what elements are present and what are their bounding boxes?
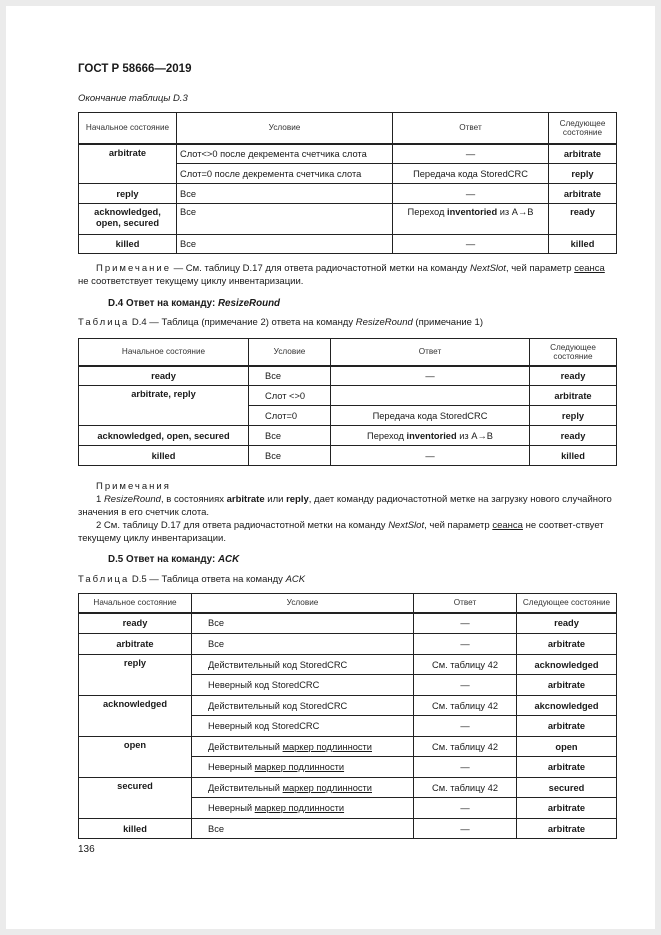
header-next-state: Следующее состояние <box>549 113 617 144</box>
table-cell-next-state: acknowledged <box>517 655 617 675</box>
table-cell-state: ready <box>79 613 192 634</box>
table-cell-response: — <box>414 798 517 819</box>
table-cell-response: Переход inventoried из A→B <box>393 204 549 235</box>
table-cell-next-state: open <box>517 737 617 757</box>
table-cell-state: acknowledged, open, secured <box>79 204 177 235</box>
table-cell-state: arbitrate <box>79 144 177 184</box>
table-cell-condition: Все <box>192 613 414 634</box>
table-cell-condition: Слот<>0 после декремента счетчика слота <box>177 144 393 164</box>
header-condition: Условие <box>249 339 331 366</box>
table-cell-next-state: secured <box>517 778 617 798</box>
header-initial-state: Начальное состояние <box>79 113 177 144</box>
table-cell-condition: Действительный код StoredCRC <box>192 696 414 716</box>
table-cell-condition: Неверный код StoredCRC <box>192 716 414 737</box>
table-cell-response: — <box>414 613 517 634</box>
section-heading-d5: D.5 Ответ на команду: ACK <box>108 554 240 565</box>
table-cell-response: См. таблицу 42 <box>414 655 517 675</box>
table-d3 <box>78 112 617 254</box>
table-cell-response: — <box>331 446 530 466</box>
notes-d4-label: Примечания <box>96 481 171 492</box>
table-cell-response: — <box>393 235 549 254</box>
table-cell-response: См. таблицу 42 <box>414 696 517 716</box>
table-cell-response <box>331 386 530 406</box>
table-cell-state: killed <box>79 446 249 466</box>
section-heading-d4: D.4 Ответ на команду: ResizeRound <box>108 298 281 309</box>
table-cell-condition: Все <box>249 366 331 386</box>
table-cell-response: — <box>414 819 517 839</box>
table-cell-next-state: ready <box>530 426 617 446</box>
table-cell-next-state: ready <box>517 613 617 634</box>
table-cell-condition: Все <box>177 235 393 254</box>
table-cell-condition: Неверный код StoredCRC <box>192 675 414 696</box>
table-cell-condition: Действительный маркер подлинности <box>192 737 414 757</box>
table-cell-state: arbitrate, reply <box>79 386 249 426</box>
header-initial-state: Начальное состояние <box>79 339 249 366</box>
table-cell-next-state: arbitrate <box>549 184 617 204</box>
table-cell-state: killed <box>79 819 192 839</box>
document-header: ГОСТ Р 58666—2019 <box>78 63 192 75</box>
table-cell-state: acknowledged, open, secured <box>79 426 249 446</box>
header-next-state: Следующее состояние <box>517 594 617 613</box>
table-cell-next-state: ready <box>549 204 617 235</box>
page-number: 136 <box>78 844 95 855</box>
table-cell-state: arbitrate <box>79 634 192 655</box>
table-cell-next-state: arbitrate <box>517 798 617 819</box>
note-d4-1: 1 ResizeRound, в состояниях arbitrate или reply, дает команду радиочастотной метке на загрузку нового случайного значения в его счетчик слота. <box>78 494 612 518</box>
table-cell-response: См. таблицу 42 <box>414 737 517 757</box>
header-condition: Условие <box>192 594 414 613</box>
table-cell-next-state: arbitrate <box>517 716 617 737</box>
table-cell-response: — <box>414 757 517 778</box>
table-cell-condition: Неверный маркер подлинности <box>192 757 414 778</box>
table-cell-state: reply <box>79 184 177 204</box>
table-d5 <box>78 593 617 839</box>
table-cell-condition: Все <box>249 446 331 466</box>
table-cell-response: См. таблицу 42 <box>414 778 517 798</box>
table-cell-condition: Слот <>0 <box>249 386 331 406</box>
table-cell-next-state: killed <box>549 235 617 254</box>
table-cell-next-state: arbitrate <box>517 634 617 655</box>
table-cell-response: — <box>414 675 517 696</box>
table-cell-next-state: killed <box>530 446 617 466</box>
table-cell-state: acknowledged <box>79 696 192 737</box>
table3-caption: Окончание таблицы D.3 <box>78 93 188 104</box>
table-cell-response: — <box>414 634 517 655</box>
header-initial-state: Начальное состояние <box>79 594 192 613</box>
table-cell-state: killed <box>79 235 177 254</box>
table-cell-next-state: arbitrate <box>517 675 617 696</box>
table-cell-condition: Слот=0 <box>249 406 331 426</box>
table-cell-next-state: arbitrate <box>517 757 617 778</box>
table-cell-state: reply <box>79 655 192 696</box>
table-cell-next-state: reply <box>549 164 617 184</box>
table-cell-condition: Слот=0 после декремента счетчика слота <box>177 164 393 184</box>
table-cell-state: secured <box>79 778 192 819</box>
table-cell-response: Передача кода StoredCRC <box>331 406 530 426</box>
table-cell-next-state: akcnowledged <box>517 696 617 716</box>
document-page <box>6 6 655 929</box>
table-cell-state: ready <box>79 366 249 386</box>
table-cell-condition: Все <box>177 184 393 204</box>
table-cell-condition: Действительный код StoredCRC <box>192 655 414 675</box>
table-cell-next-state: arbitrate <box>530 386 617 406</box>
table-cell-state: open <box>79 737 192 778</box>
table-cell-next-state: ready <box>530 366 617 386</box>
table-cell-condition: Все <box>192 819 414 839</box>
header-condition: Условие <box>177 113 393 144</box>
header-next-state: Следующее состояние <box>530 339 617 366</box>
table-cell-condition: Действительный маркер подлинности <box>192 778 414 798</box>
table-cell-next-state: arbitrate <box>517 819 617 839</box>
header-response: Ответ <box>331 339 530 366</box>
table-cell-response: — <box>331 366 530 386</box>
header-response: Ответ <box>393 113 549 144</box>
table-cell-next-state: reply <box>530 406 617 426</box>
table-cell-condition: Все <box>249 426 331 446</box>
table-cell-response: Переход inventoried из A→B <box>331 426 530 446</box>
header-response: Ответ <box>414 594 517 613</box>
table-cell-condition: Неверный маркер подлинности <box>192 798 414 819</box>
table-cell-response: — <box>393 144 549 164</box>
table-d4 <box>78 338 617 466</box>
note-d3: Примечание — См. таблицу D.17 для ответа радиочастотной метки на команду NextSlot, чей параметр сеанса не соответствует текущему циклу инвентаризации. <box>78 263 605 287</box>
table5-caption: Таблица D.5 — Таблица ответа на команду ACK <box>78 574 306 585</box>
table-cell-response: Передача кода StoredCRC <box>393 164 549 184</box>
note-d4-2: 2 См. таблицу D.17 для ответа радиочастотной метки на команду NextSlot, чей параметр сеанса не соответ-ствует текущему циклу инвентаризации. <box>78 520 604 544</box>
table-cell-response: — <box>393 184 549 204</box>
table4-caption: Таблица D.4 — Таблица (примечание 2) ответа на команду ResizeRound (примечание 1) <box>78 317 483 328</box>
table-cell-response: — <box>414 716 517 737</box>
table-cell-condition: Все <box>177 204 393 235</box>
table-cell-condition: Все <box>192 634 414 655</box>
table-cell-next-state: arbitrate <box>549 144 617 164</box>
